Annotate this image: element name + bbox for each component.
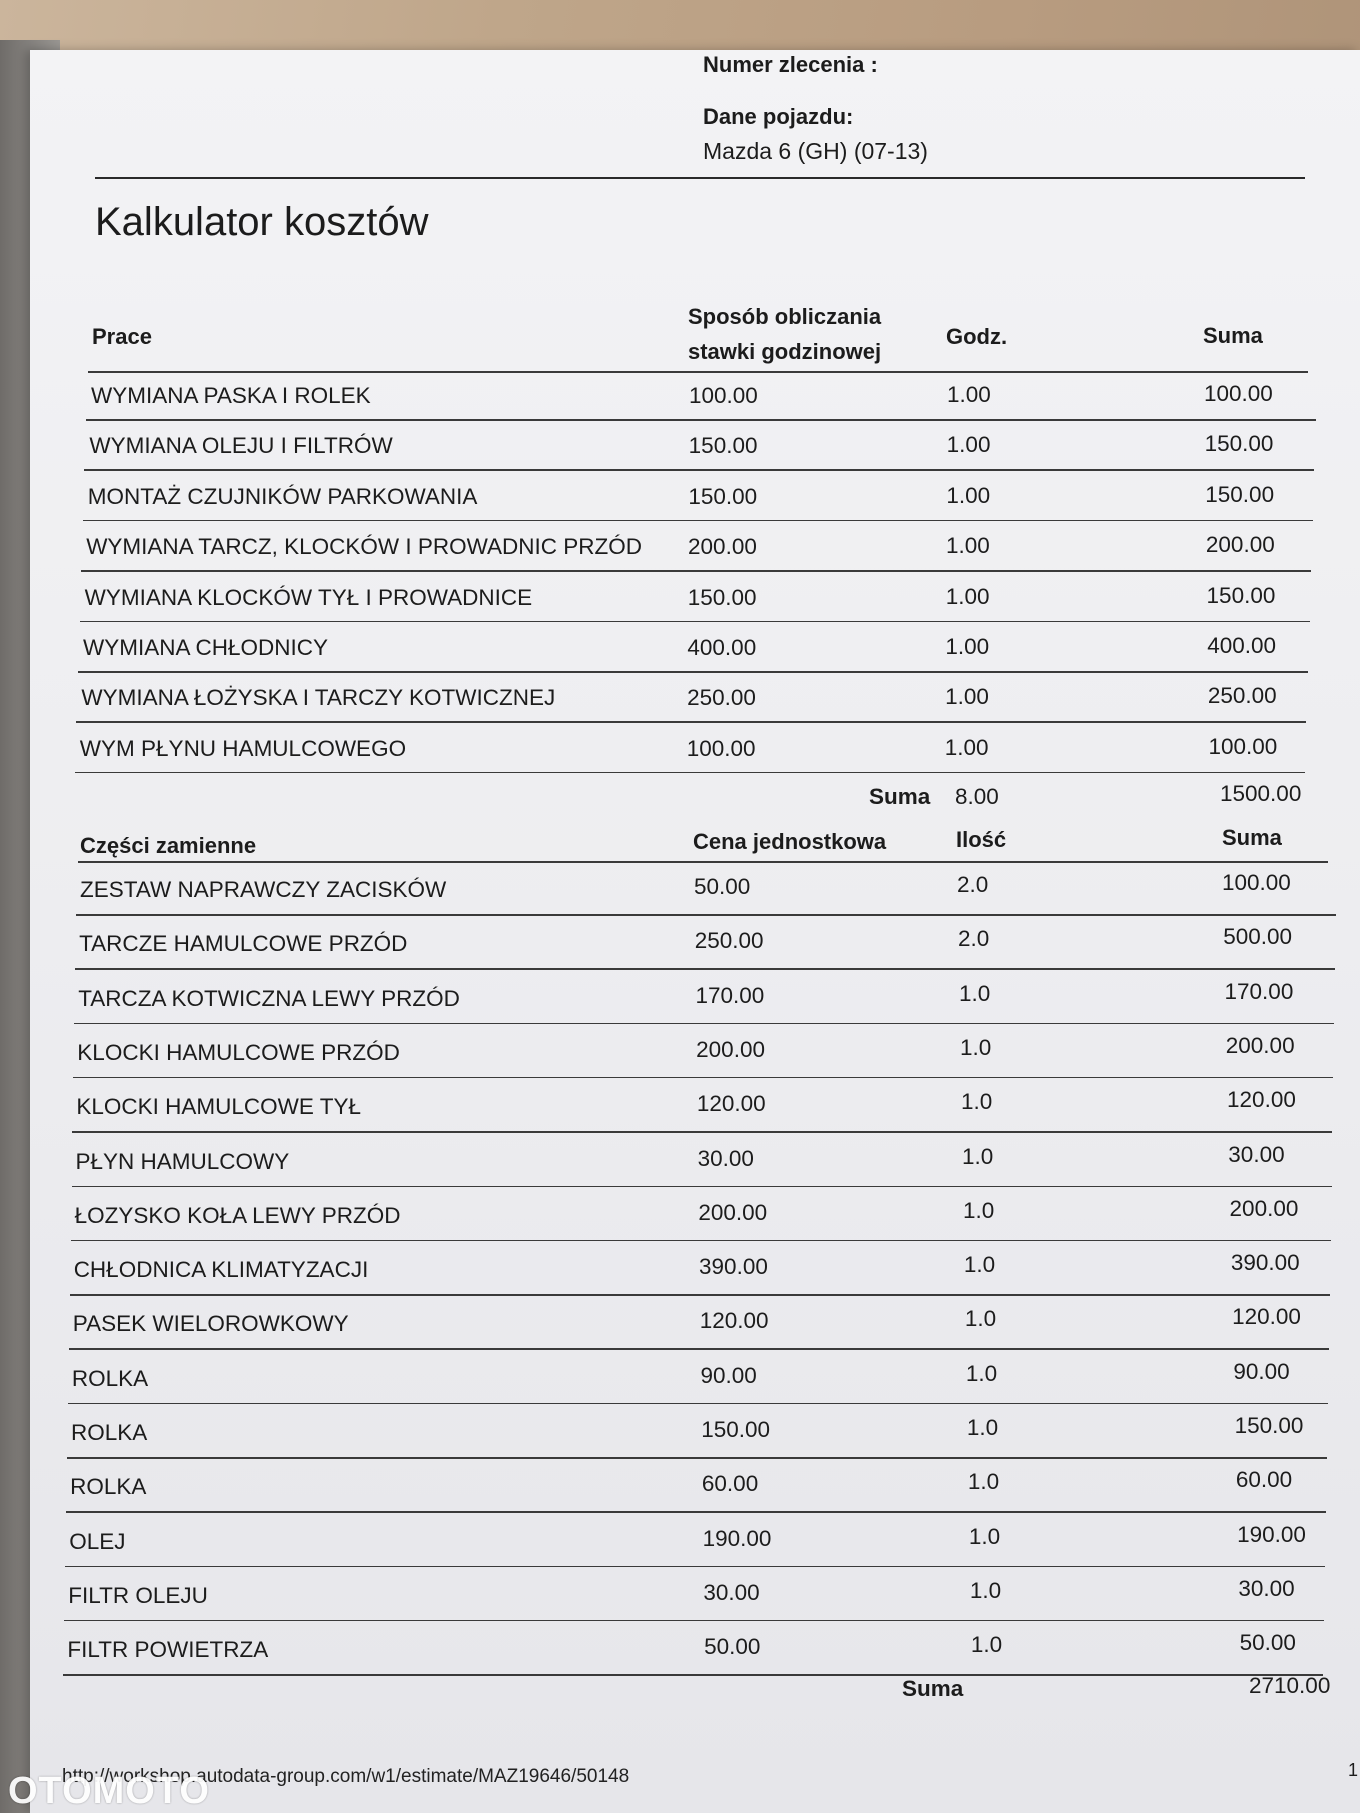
parts-row-price: 60.00 xyxy=(701,1471,759,1497)
parts-row-price: 30.00 xyxy=(703,1579,760,1605)
labor-row-rule xyxy=(76,721,1306,723)
parts-row-price: 50.00 xyxy=(704,1634,761,1660)
labor-row-rate: 400.00 xyxy=(687,635,757,660)
labor-col-sum: Suma xyxy=(1203,323,1263,348)
parts-row-price: 250.00 xyxy=(694,928,764,954)
parts-row-price: 170.00 xyxy=(695,982,765,1008)
labor-row-rate: 150.00 xyxy=(687,584,757,610)
labor-row-rule xyxy=(86,419,1316,421)
parts-row-rule xyxy=(73,1077,1333,1079)
parts-row-price: 90.00 xyxy=(700,1362,757,1388)
parts-header-rule xyxy=(78,861,1328,863)
labor-row-rate: 150.00 xyxy=(688,483,758,509)
parts-row-name: KLOCKI HAMULCOWE PRZÓD xyxy=(77,1039,400,1065)
labor-col-hours: Godz. xyxy=(946,324,1008,349)
parts-row-price: 150.00 xyxy=(701,1417,771,1442)
parts-row-name: ROLKA xyxy=(71,1420,148,1445)
parts-row-sum: 30.00 xyxy=(1238,1575,1295,1601)
parts-row-price: 200.00 xyxy=(696,1036,765,1062)
parts-row-name: ZESTAW NAPRAWCZY ZACISKÓW xyxy=(80,877,447,902)
labor-row-name: WYMIANA OLEJU I FILTRÓW xyxy=(89,433,393,459)
parts-row-qty: 1.0 xyxy=(966,1415,999,1440)
labor-row-sum: 200.00 xyxy=(1205,532,1275,558)
labor-row-hours: 1.00 xyxy=(944,734,989,760)
page-title: Kalkulator kosztów xyxy=(95,200,429,244)
parts-row-name: PŁYN HAMULCOWY xyxy=(75,1148,290,1174)
page-number: 1 xyxy=(1348,1760,1359,1780)
parts-row-qty: 2.0 xyxy=(957,872,989,897)
parts-row-rule xyxy=(65,1566,1325,1568)
labor-row-hours: 1.00 xyxy=(945,684,989,710)
parts-row-qty: 1.0 xyxy=(959,1034,992,1060)
parts-row-name: OLEJ xyxy=(69,1528,126,1554)
parts-row-rule xyxy=(71,1240,1331,1242)
parts-row-price: 120.00 xyxy=(696,1091,766,1117)
labor-col-work: Prace xyxy=(92,324,152,349)
parts-row-sum: 390.00 xyxy=(1230,1250,1300,1276)
parts-row-sum: 190.00 xyxy=(1237,1521,1306,1547)
labor-row-name: WYMIANA KLOCKÓW TYŁ I PROWADNICE xyxy=(84,584,533,610)
parts-row-name: TARCZA KOTWICZNA LEWY PRZÓD xyxy=(78,985,460,1011)
parts-row-qty: 1.0 xyxy=(968,1523,1001,1549)
labor-row-hours: 1.00 xyxy=(945,583,990,609)
parts-row-name: ŁOZYSKO KOŁA LEWY PRZÓD xyxy=(74,1202,401,1228)
labor-row-sum: 150.00 xyxy=(1204,431,1274,457)
labor-row-rate: 150.00 xyxy=(688,433,758,459)
otomoto-watermark-logo: OTOMOTO xyxy=(8,1770,210,1812)
labor-row-sum: 150.00 xyxy=(1206,582,1276,608)
parts-col-qty: Ilość xyxy=(956,827,1007,852)
labor-row-sum: 100.00 xyxy=(1204,381,1273,406)
labor-total-label: Suma xyxy=(869,784,931,809)
parts-row-name: ROLKA xyxy=(70,1474,147,1500)
parts-row-qty: 1.0 xyxy=(964,1306,997,1332)
parts-col-part: Części zamienne xyxy=(80,833,257,858)
parts-row-name: FILTR OLEJU xyxy=(68,1582,208,1608)
labor-total-sum: 1500.00 xyxy=(1220,781,1302,806)
parts-row-rule xyxy=(67,1457,1327,1459)
parts-row-name: FILTR POWIETRZA xyxy=(67,1637,269,1663)
labor-col-rate-line2: stawki godzinowej xyxy=(688,339,882,364)
parts-row-price: 190.00 xyxy=(702,1525,772,1551)
parts-row-rule xyxy=(75,968,1335,970)
parts-row-qty: 1.0 xyxy=(958,980,991,1006)
parts-row-name: KLOCKI HAMULCOWE TYŁ xyxy=(76,1094,362,1120)
footer-url: http://workshop.autodata-group.com/w1/estimate/MAZ19646/50148 xyxy=(62,1766,630,1787)
parts-row-sum: 170.00 xyxy=(1224,978,1294,1004)
labor-row-rule xyxy=(78,671,1308,673)
labor-row-rule xyxy=(81,570,1311,572)
labor-row-rate: 100.00 xyxy=(689,383,758,408)
parts-row-sum: 120.00 xyxy=(1227,1087,1296,1113)
parts-col-sum: Suma xyxy=(1222,825,1282,850)
parts-row-sum: 50.00 xyxy=(1239,1630,1296,1656)
parts-row-rule xyxy=(63,1674,1323,1676)
labor-total-hours: 8.00 xyxy=(955,784,999,809)
parts-total-sum: 2710.00 xyxy=(1249,1673,1331,1698)
labor-row-rate: 200.00 xyxy=(688,534,757,560)
parts-row-price: 30.00 xyxy=(697,1145,754,1171)
parts-row-name: PASEK WIELOROWKOWY xyxy=(72,1311,349,1337)
parts-row-price: 50.00 xyxy=(694,874,751,899)
parts-row-name: CHŁODNICA KLIMATYZACJI xyxy=(73,1257,369,1283)
labor-row-name: WYMIANA PASKA I ROLEK xyxy=(91,383,371,408)
parts-row-sum: 200.00 xyxy=(1225,1032,1295,1058)
order-number-label: Numer zlecenia : xyxy=(703,52,878,77)
parts-row-price: 120.00 xyxy=(699,1308,769,1334)
parts-row-rule xyxy=(69,1348,1329,1350)
parts-row-qty: 1.0 xyxy=(960,1089,993,1115)
labor-row-rate: 100.00 xyxy=(686,735,756,761)
parts-row-name: TARCZE HAMULCOWE PRZÓD xyxy=(79,931,408,957)
parts-row-rule xyxy=(72,1131,1332,1133)
parts-row-sum: 60.00 xyxy=(1235,1467,1293,1493)
parts-row-rule xyxy=(66,1511,1326,1513)
labor-row-hours: 1.00 xyxy=(946,432,991,458)
parts-total-label: Suma xyxy=(902,1676,964,1701)
parts-row-rule xyxy=(70,1294,1330,1296)
vehicle-value: Mazda 6 (GH) (07-13) xyxy=(703,138,928,164)
parts-row-qty: 2.0 xyxy=(957,926,990,952)
labor-row-sum: 400.00 xyxy=(1207,633,1277,658)
labor-row-name: MONTAŻ CZUJNIKÓW PARKOWANIA xyxy=(87,483,478,509)
header-divider xyxy=(95,177,1305,179)
parts-row-sum: 120.00 xyxy=(1232,1304,1301,1330)
parts-row-qty: 1.0 xyxy=(969,1577,1002,1603)
parts-row-sum: 100.00 xyxy=(1222,870,1291,895)
labor-row-name: WYMIANA ŁOŻYSKA I TARCZY KOTWICZNEJ xyxy=(81,685,556,711)
labor-row-rate: 250.00 xyxy=(687,685,756,711)
parts-col-unit: Cena jednostkowa xyxy=(693,829,887,854)
labor-row-hours: 1.00 xyxy=(946,482,991,508)
parts-row-qty: 1.0 xyxy=(965,1360,998,1386)
parts-row-name: ROLKA xyxy=(71,1365,149,1391)
labor-col-rate-line1: Sposób obliczania xyxy=(688,304,882,329)
labor-row-name: WYM PŁYNU HAMULCOWEGO xyxy=(79,735,407,761)
labor-row-sum: 250.00 xyxy=(1207,683,1277,709)
parts-row-qty: 1.0 xyxy=(961,1143,994,1169)
labor-row-sum: 100.00 xyxy=(1208,733,1278,759)
labor-row-sum: 150.00 xyxy=(1205,481,1275,507)
parts-row-price: 390.00 xyxy=(699,1254,768,1280)
labor-row-rule xyxy=(84,469,1314,471)
parts-row-rule xyxy=(72,1186,1332,1188)
vehicle-data-label: Dane pojazdu: xyxy=(703,104,854,129)
parts-row-qty: 1.0 xyxy=(970,1632,1003,1658)
parts-row-rule xyxy=(74,1023,1334,1025)
parts-row-sum: 200.00 xyxy=(1229,1195,1299,1221)
parts-row-qty: 1.0 xyxy=(963,1252,996,1278)
labor-header-rule xyxy=(88,371,1308,373)
labor-row-rule xyxy=(83,520,1313,522)
labor-row-hours: 1.00 xyxy=(945,634,990,659)
parts-row-sum: 500.00 xyxy=(1223,924,1293,950)
parts-row-sum: 90.00 xyxy=(1233,1358,1290,1384)
labor-row-hours: 1.00 xyxy=(947,382,991,407)
labor-row-rule xyxy=(75,772,1305,774)
parts-row-qty: 1.0 xyxy=(967,1469,1000,1495)
labor-row-rule xyxy=(80,621,1310,623)
parts-row-rule xyxy=(76,914,1336,916)
parts-row-sum: 30.00 xyxy=(1228,1141,1285,1167)
labor-row-name: WYMIANA TARCZ, KLOCKÓW I PROWADNIC PRZÓD xyxy=(86,534,643,560)
parts-row-price: 200.00 xyxy=(698,1199,768,1225)
labor-row-name: WYMIANA CHŁODNICY xyxy=(83,635,329,660)
parts-row-rule xyxy=(68,1403,1328,1405)
labor-row-hours: 1.00 xyxy=(946,533,990,559)
parts-row-qty: 1.0 xyxy=(962,1197,995,1223)
parts-row-rule xyxy=(64,1620,1324,1622)
parts-row-sum: 150.00 xyxy=(1234,1413,1304,1438)
